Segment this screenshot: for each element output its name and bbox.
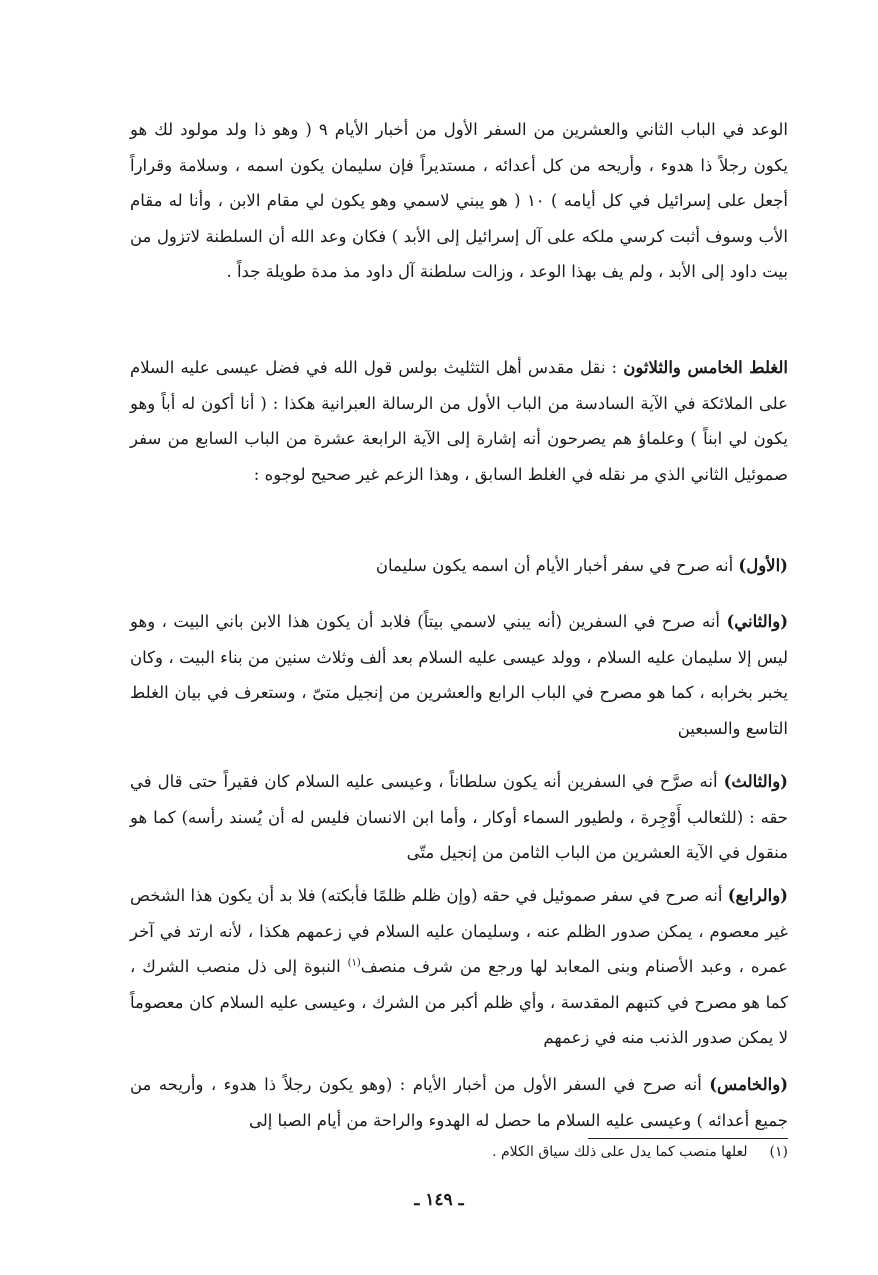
footnote-divider [588, 1138, 788, 1139]
footnote-number: (١) [769, 1144, 788, 1160]
paragraph-heading: الغلط الخامس والثلاثون [623, 358, 788, 377]
paragraph-heading: (والثاني) [726, 612, 788, 631]
paragraph-text: الوعد في الباب الثاني والعشرين من السفر الأول من أخبار الأيام ٩ ( وهو ذا ولد مولود لك هو يكون رجلاً ذا هدوء ، وأريحه من كل أعدائه ، مستديراً فإن سليمان يكون اسمه ، وسلامة وقراراً أجعل على إسرائيل في كل أيامه ) ١٠ ( هو يبني لاسمي وهو يكون لي مقام الابن ، وأنا له مقام الأب وسوف أثبت كرسي ملكه على آل إسرائيل إلى الأبد ) فكان وعد الله أن السلطنة لاتزول من بيت داود إلى الأبد ، ولم يف بهذا الوعد ، وزالت سلطنة آل داود مذ مدة طويلة جداً . [130, 120, 789, 282]
paragraph-first-reason [130, 548, 788, 584]
paragraph-second-reason [130, 604, 788, 746]
footnote-text: لعلها منصب كما يدل على ذلك سياق الكلام . [492, 1144, 748, 1160]
paragraph-fifth-reason [130, 1067, 788, 1138]
paragraph-heading: (والرابع) [727, 886, 788, 905]
paragraph-promise [130, 112, 788, 290]
paragraph-text: : نقل مقدس أهل التثليث بولس قول الله في فضل عيسى عليه السلام على الملائكة في الآية السادسة من الباب الأول من الرسالة العبرانية هكذا : ( أنا أكون له أباً وهو يكون لي ابناً ) وعلماؤ هم يصرحون أنه إشارة إلى الآية الرابعة عشرة من الباب السابع من سفر صموئيل الثاني الذي مر نقله في الغلط السابق ، وهذا الزعم غير صحيح لوجوه : [130, 358, 788, 484]
paragraph-fourth-reason [130, 878, 788, 1056]
footnote-reference: (١) [347, 957, 361, 969]
paragraph-heading: (والخامس) [709, 1075, 788, 1094]
paragraph-heading: (الأول) [738, 556, 788, 575]
paragraph-error-35 [130, 350, 788, 492]
paragraph-heading: (والثالث) [723, 772, 788, 791]
paragraph-text: أنه صرح في سفر أخبار الأيام أن اسمه يكون سليمان [375, 556, 739, 575]
paragraph-text-continued: النبوة إلى ذل منصب الشرك ، كما هو مصرح في كتبهم المقدسة ، وأي ظلم أكبر من الشرك ، وعيسى عليه السلام كان معصوماً لا يمكن صدور الذنب منه في زعمهم [130, 957, 788, 1048]
footnote [300, 1140, 788, 1164]
paragraph-text: أنه صرح في السفر الأول من أخبار الأيام : (وهو يكون رجلاً ذا هدوء ، وأريحه من جميع أعدائه ) وعيسى عليه السلام ما حصل له الهدوء والراحة من أيام الصبا إلى [130, 1075, 788, 1130]
paragraph-third-reason [130, 764, 788, 871]
page-number: ـ ١٤٩ ـ [414, 1190, 464, 1210]
paragraph-text: أنه صرح في سفر صموئيل في حقه (وإن ظلم ظلمًا فأبكته) فلا بد أن يكون هذا الشخص غير معصوم ، يمكن صدور الظلم عنه ، وسليمان عليه السلام في زعمهم هكذا ، لأنه ارتد في آخر عمره ، وعبد الأصنام وبنى المعابد لها ورجع من شرف منصف [130, 886, 788, 977]
paragraph-text: أنه صرح في السفرين (أنه يبني لاسمي بيتاً) فلابد أن يكون هذا الابن باني البيت ، وهو ليس إلا سليمان عليه السلام ، وولد عيسى عليه السلام بعد ألف وثلاث سنين من بناء البيت ، وكان يخبر بخرابه ، كما هو مصرح في الباب الرابع والعشرين من إنجيل متىّ ، وستعرف في بيان الغلط التاسع والسبعين [130, 612, 788, 738]
paragraph-text: أنه صرَّح في السفرين أنه يكون سلطاناً ، وعيسى عليه السلام كان فقيراً حتى قال في حقه : (للثعالب أَوْجِرة ، ولطيور السماء أوكار ، وأما ابن الانسان فليس له أن يُسند رأسه) كما هو منقول في الآية العشرين من الباب الثامن من إنجيل متّى [130, 772, 788, 863]
